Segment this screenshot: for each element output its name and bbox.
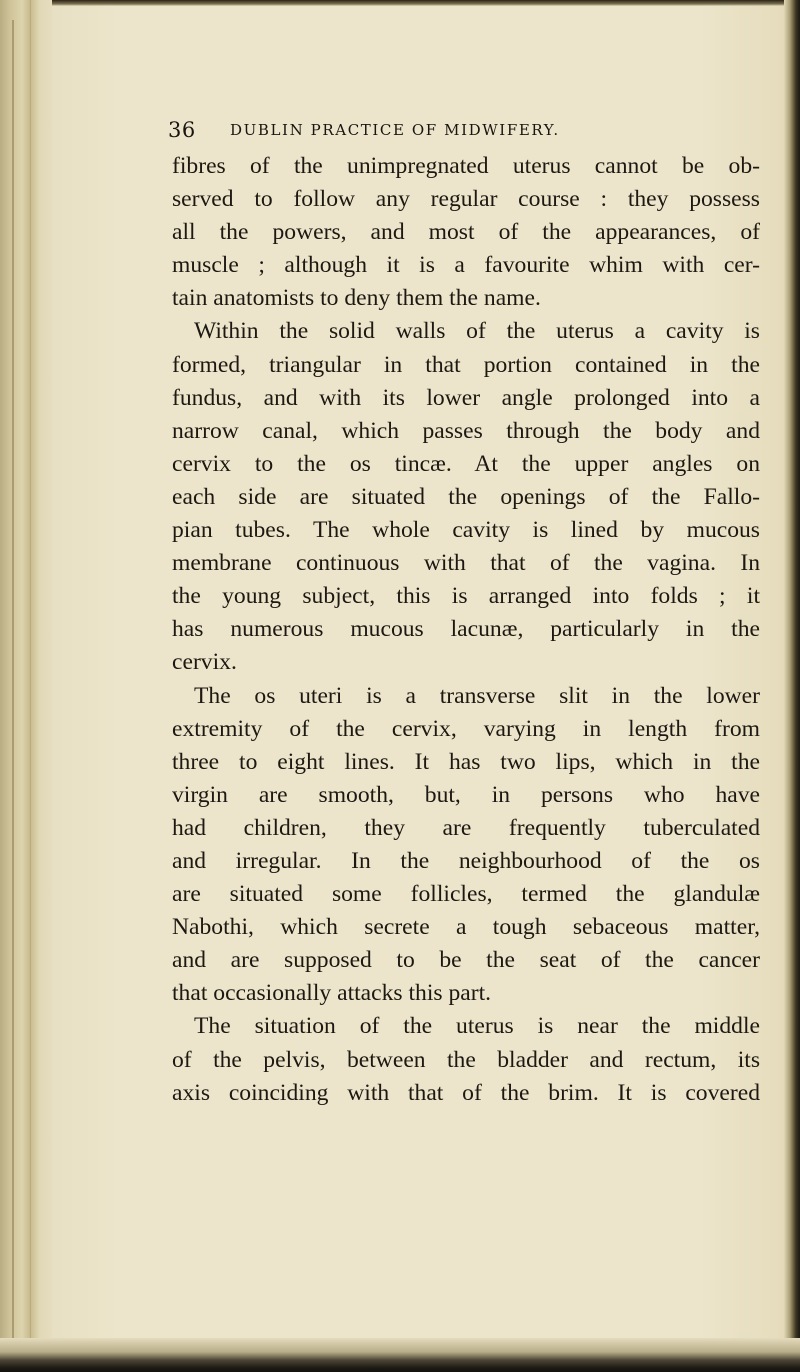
text-line: cervix to the os tincæ. At the upper angles on xyxy=(172,450,760,477)
page-right-edge xyxy=(784,0,800,1372)
text-line: extremity of the cervix, varying in length from xyxy=(172,715,760,742)
text-line: and are supposed to be the seat of the cancer xyxy=(172,947,760,974)
text-line: muscle ; although it is a favourite whim with cer- xyxy=(172,252,760,279)
text-line: fundus, and with its lower angle prolonged into a xyxy=(172,384,760,411)
text-line: The situation of the uterus is near the middle xyxy=(194,1013,760,1040)
text-line: narrow canal, which passes through the body and xyxy=(172,417,760,444)
page-bottom-edge xyxy=(0,1338,800,1372)
body-text xyxy=(172,150,760,1110)
text-line: formed, triangular in that portion contained in the xyxy=(172,351,760,378)
text-line: the young subject, this is arranged into folds ; it xyxy=(172,583,760,610)
text-line: all the powers, and most of the appearances, of xyxy=(172,219,760,246)
text-line: axis coinciding with that of the brim. It is covered xyxy=(172,1079,760,1106)
text-line: served to follow any regular course : they possess xyxy=(172,186,760,213)
text-line: has numerous mucous lacunæ, particularly in the xyxy=(172,616,760,643)
text-line: that occasionally attacks this part. xyxy=(172,980,492,1007)
text-line: of the pelvis, between the bladder and rectum, its xyxy=(172,1046,760,1073)
text-line: are situated some follicles, termed the glandulæ xyxy=(172,881,760,908)
text-line: each side are situated the openings of the Fallo- xyxy=(172,483,760,510)
page-number: 36 xyxy=(168,118,196,142)
text-line: and irregular. In the neighbourhood of the os xyxy=(172,847,760,874)
page-header xyxy=(168,118,728,148)
text-line: had children, they are frequently tuberculated xyxy=(172,814,760,841)
text-line: membrane continuous with that of the vagina. In xyxy=(172,550,760,577)
text-line: fibres of the unimpregnated uterus cannot be ob- xyxy=(172,153,760,179)
text-line: Within the solid walls of the uterus a cavity is xyxy=(194,318,760,345)
running-head: DUBLIN PRACTICE OF MIDWIFERY. xyxy=(230,121,560,139)
book-binding-gutter xyxy=(0,0,52,1372)
text-line: Nabothi, which secrete a tough sebaceous matter, xyxy=(172,914,760,941)
text-line: virgin are smooth, but, in persons who have xyxy=(172,781,760,808)
text-line: The os uteri is a transverse slit in the lower xyxy=(194,682,760,709)
page-top-edge xyxy=(0,0,800,6)
text-line: pian tubes. The whole cavity is lined by mucous xyxy=(172,517,760,544)
text-line: tain anatomists to deny them the name. xyxy=(172,285,541,312)
text-line: cervix. xyxy=(172,649,237,676)
text-line: three to eight lines. It has two lips, which in the xyxy=(172,748,760,775)
